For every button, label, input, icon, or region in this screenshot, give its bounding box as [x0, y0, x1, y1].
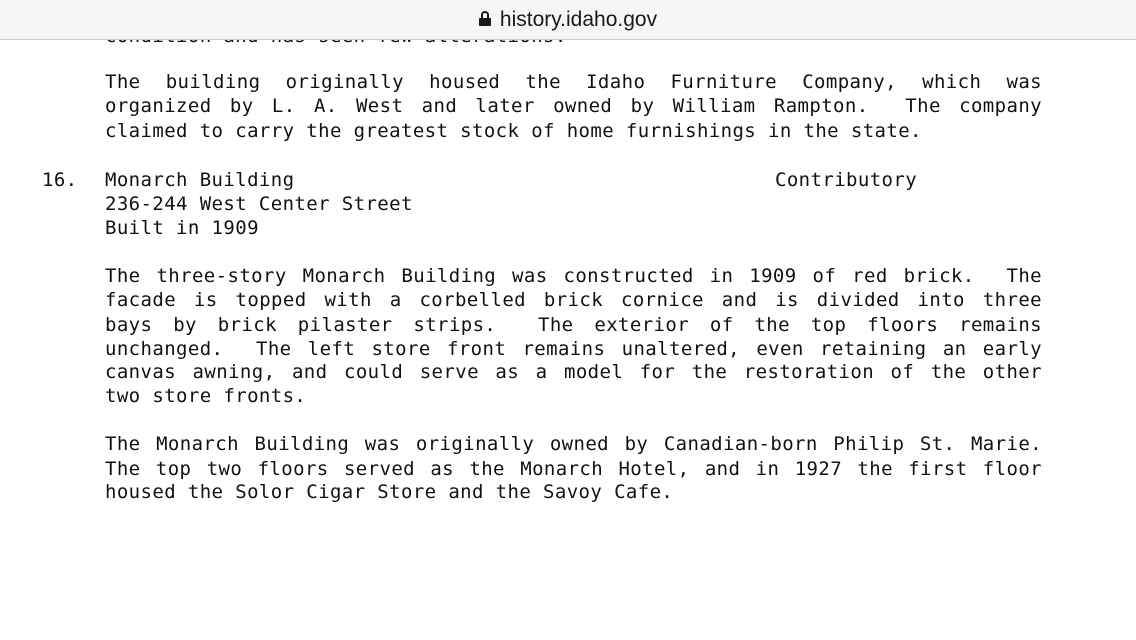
paragraph-line: The building originally housed the Idaho Furniture Company, which was	[105, 71, 1042, 93]
entry-built: Built in 1909	[105, 217, 259, 239]
entry-status: Contributory	[775, 169, 918, 191]
paragraph-line: claimed to carry the greatest stock of home furnishings in the state.	[105, 120, 922, 142]
paragraph-line: The three-story Monarch Building was constructed in 1909 of red brick. The	[105, 265, 1042, 287]
lock-icon	[479, 11, 491, 26]
paragraph-line: facade is topped with a corbelled brick cornice and is divided into three	[105, 289, 1042, 311]
paragraph-line: two store fronts.	[105, 385, 307, 407]
paragraph-line: canvas awning, and could serve as a model for the restoration of the other	[105, 361, 1042, 383]
url-text: history.idaho.gov	[499, 7, 658, 31]
paragraph-line: organized by L. A. West and later owned by William Rampton. The company	[105, 95, 1042, 117]
paragraph-line: The top two floors served as the Monarch Hotel, and in 1927 the first floor	[105, 458, 1042, 480]
paragraph-line: bays by brick pilaster strips. The exterior of the top floors remains	[105, 314, 1042, 336]
address-bar[interactable]	[0, 0, 1136, 40]
entry-number: 16.	[42, 169, 78, 191]
entry-address: 236-244 West Center Street	[105, 193, 413, 215]
paragraph-line: housed the Solor Cigar Store and the Savoy Cafe.	[105, 481, 674, 503]
entry-name: Monarch Building	[105, 169, 295, 191]
paragraph-line: unchanged. The left store front remains unaltered, even retaining an early	[105, 338, 1042, 360]
paragraph-line: The Monarch Building was originally owned by Canadian-born Philip St. Marie.	[105, 433, 1042, 455]
